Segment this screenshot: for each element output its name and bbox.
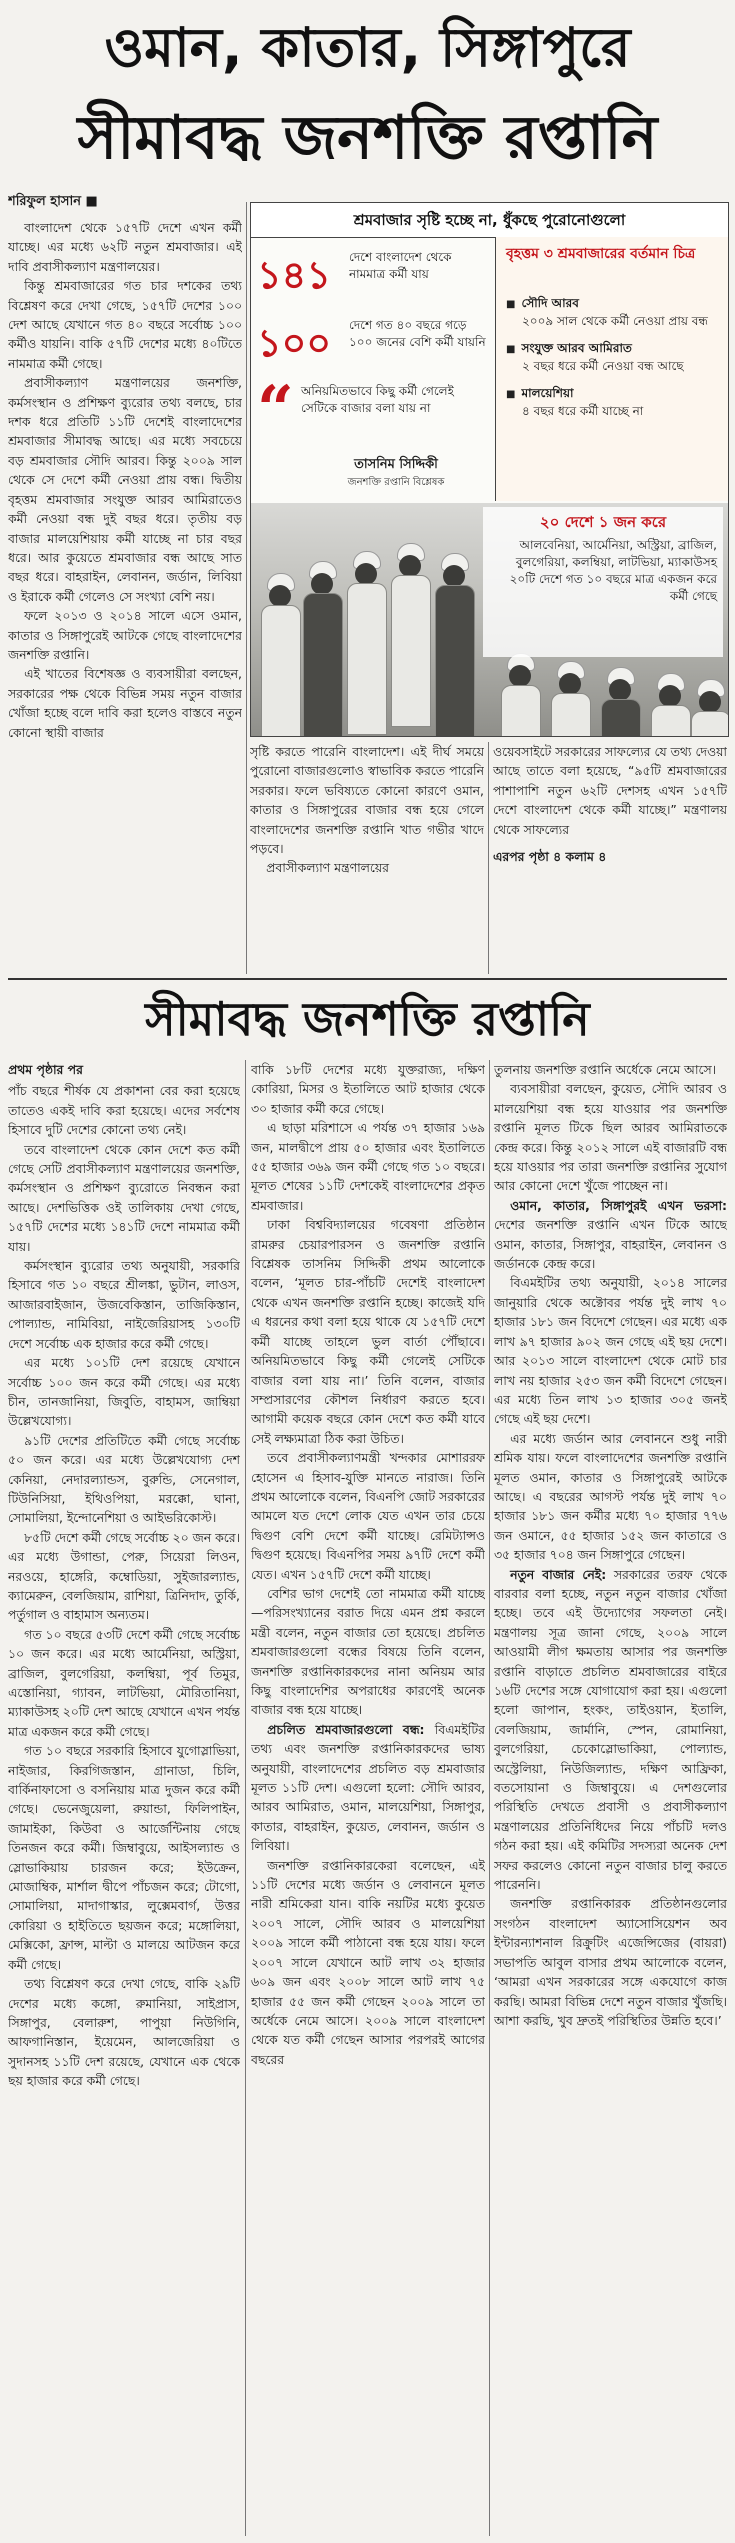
- infographic-title: শ্রমবাজার সৃষ্টি হচ্ছে না, ধুঁকছে পুরোনোগুলো: [251, 203, 728, 238]
- market-country: ■ মালয়েশিয়া: [506, 385, 720, 403]
- paragraph: কিন্তু শ্রমবাজারের গত চার দশকের তথ্য বিশ্লেষণ করে দেখা গেছে, ১৫৭টি দেশের ১০০ দেশ আছে যেখানে গত ৪০ বছরে সর্বোচ্চ ১০০ কর্মীও যায়নি। বাকি ৫৭টি দেশের মধ্যে ৪০টিতে নামমাত্র কর্মী গেছে।: [8, 278, 242, 371]
- column-divider: [246, 202, 247, 974]
- market-country: ■ সংযুক্ত আরব আমিরাত: [506, 340, 720, 358]
- stat-text: দেশে গত ৪০ বছরে গড়ে ১০০ জনের বেশি কর্মী যায়নি: [349, 318, 486, 349]
- photo-caption: [483, 507, 723, 657]
- section-divider: [8, 978, 727, 980]
- paragraph: বিএমইটির তথ্য অনুযায়ী, ২০১৪ সালের জানুয়ারি থেকে অক্টোবর পর্যন্ত দুই লাখ ৭০ হাজার ১৮১ জন বিদেশে গেছেন। এর মধ্যে এক লাখ ৯৭ হাজার ৯০২ জন গেছে এই ছয় দেশে। আর ২০১৩ সালে বাংলাদেশ থেকে মোট চার লাখ নয় হাজার ২৫৩ জন কর্মী বিদেশে গেছেন। এর মধ্যে তিন লাখ ১৩ হাজার ৩০৫ জনই গেছে এই ছয় দেশে।: [494, 1275, 727, 1427]
- paragraph-text: সৃষ্টি করতে পারেনি বাংলাদেশ। এই দীর্ঘ সময়ে পুরোনো বাজারগুলোও স্বাভাবিক করতে পারেনি সরকার। ফলে ভবিষ্যতে কোনো কারণে ওমান, কাতার ও সিঙ্গাপুরের বাজার বন্ধ হয়ে গেলে বাংলাদেশের জনশক্তি রপ্তানি খাত গভীর খাদে পড়বে।: [250, 744, 484, 857]
- paragraph: এর মধ্যে জর্ডান আর লেবাননে শুধু নারী শ্রমিক যায়। ফলে বাংলাদেশের জনশক্তি রপ্তানি মূলত ওমান, কাতার ও সিঙ্গাপুরেই আটকে আছে। এ বছরের আগস্ট পর্যন্ত দুই লাখ ৭০ হাজার ১৮১ জন কর্মীর মধ্যে ৭০ হাজার ৭৭৬ জন ওমানে, ৫৫ হাজার ১৫২ জন কাতারে ও ৩৫ হাজার ৭০৪ জন সিঙ্গাপুরে গেছেন।: [494, 1430, 727, 1563]
- lead-column: [8, 218, 242, 973]
- paragraph-text: বাকি ১৮টি দেশের মধ্যে যুক্তরাজ্য, দক্ষিণ কোরিয়া, মিসর ও ইতালিতে আট হাজার থেকে ৩০ হাজার কর্মী করে গেছে।: [251, 1062, 485, 1116]
- paragraph: [251, 1720, 485, 1856]
- paragraph: প্রবাসীকল্যাণ মন্ত্রণালয়ের জনশক্তি, কর্মসংস্থান ও প্রশিক্ষণ ব্যুরোর তথ্য বলছে, চার দশক ধরে প্রতিটি ১১টি দেশেই বাংলাদেশের শ্রমবাজার সীমাবদ্ধ আছে। এর মধ্যে সবচেয়ে বড় শ্রমবাজার সৌদি আরব। কিন্তু ২০০৯ সাল থেকে সে দেশে কর্মী নেওয়া প্রায় বন্ধ। দ্বিতীয় বৃহত্তম শ্রমবাজার সংযুক্ত আরব আমিরাতেও কর্মী নেওয়া বন্ধ দুই বছর ধরে। তৃতীয় বড় বাজার মালয়েশিয়ায় কর্মী যাচ্ছে না চার বছর ধরে। আর কুয়েতে শ্রমবাজার বন্ধ আছে সাত বছর ধরে। বাহরাইন, লেবানন, জর্ডান, লিবিয়া ও ইরাকে কর্মী গেলেও সে সংখ্যা বেশি নয়।: [8, 375, 242, 604]
- paragraph: গত ১০ বছরে ৫৩টি দেশে কর্মী গেছে সর্বোচ্চ ১০ জন করে। এর মধ্যে আর্মেনিয়া, অস্ট্রিয়া, ব্রাজিল, বুলগেরিয়া, কলম্বিয়া, পূর্ব তিমুর, এস্তোনিয়া, গ্যাবন, লাটভিয়া, মৌরিতানিয়া, ম্যাকাউসহ ২০টি দেশ আছে যেখানে এখন পর্যন্ত মাত্র একজন করে কর্মী গেছে।: [8, 1626, 240, 1739]
- paragraph: [493, 742, 727, 839]
- stat-block: [257, 243, 493, 307]
- paragraph: ফলে ২০১৩ ও ২০১৪ সালে এসে ওমান, কাতার ও সিঙ্গাপুরেই আটকে গেছে বাংলাদেশের জনশক্তি রপ্তানি।: [8, 608, 242, 662]
- paragraph: তথ্য বিশ্লেষণ করে দেখা গেছে, বাকি ২৯টি দেশের মধ্যে কঙ্গো, রুমানিয়া, সাইপ্রাস, সিঙ্গাপুর, বেলারুশ, পাপুয়া নিউগিনি, আফগানিস্তান, ইয়েমেন, আলজেরিয়া ও সুদানসহ ১১টি দেশ রয়েছে, যেখানে এক থেকে ছয় হাজার করে কর্মী গেছে।: [8, 1976, 240, 2089]
- market-item: [506, 295, 720, 330]
- jump-line: এরপর পৃষ্ঠা ৪ কলাম ৪: [493, 849, 607, 865]
- quote-text: অনিয়মিতভাবে কিছু কর্মী গেলেই সেটিকে বাজার বলা যায় না: [301, 384, 454, 415]
- stat-number: ১০০: [257, 321, 332, 365]
- column-divider: [245, 1060, 246, 2536]
- pull-quote: [257, 381, 493, 511]
- paragraph-text: তুলনায় জনশক্তি রপ্তানি অর্ধেকে নেমে আসে।: [494, 1062, 717, 1077]
- photo-caption-text: আলবেনিয়া, আর্মেনিয়া, অস্ট্রিয়া, ব্রাজিল, বুলগেরিয়া, কলম্বিয়া, লাটভিয়া, ম্যাকাউসহ ২০টি দেশে গত ১০ বছরে মাত্র একজন করে কর্মী গেছে: [509, 538, 717, 603]
- quote-author: তাসনিম সিদ্দিকী: [354, 457, 438, 472]
- paragraph: ৮৫টি দেশে কর্মী গেছে সর্বোচ্চ ২০ জন করে। এর মধ্যে উগান্ডা, পেরু, সিয়েরা লিওন, নরওয়ে, হাঙ্গেরি, কম্বোডিয়া, সুইজারল্যান্ড, ক্যামেরুন, বেলজিয়াম, রাশিয়া, ত্রিনিদাদ, তুর্কি, পর্তুগাল ও বাহামাস অন্যতম।: [8, 1529, 240, 1623]
- paragraph: ব্যবসায়ীরা বলছেন, কুয়েত, সৌদি আরব ও মালয়েশিয়া বন্ধ হয়ে যাওয়ার পর জনশক্তি রপ্তানি মূলত টিকে ছিল আরব আমিরাতকে কেন্দ্র করে। কিন্তু ২০১২ সালে এই বাজারটি বন্ধ হয়ে যাওয়ার পর তারা জনশক্তি রপ্তানির সুযোগ আর কোনো দেশে খুঁজে পাচ্ছেন না।: [494, 1081, 727, 1194]
- paragraph: প্রবাসীকল্যাণ মন্ত্রণালয়ের: [266, 860, 389, 876]
- market-country: ■ সৌদি আরব: [506, 295, 720, 313]
- paragraph-text: দেশের জনশক্তি রপ্তানি এখন টিকে আছে ওমান, কাতার, সিঙ্গাপুর, বাহরাইন, লেবানন ও জর্ডানকে কেন্দ্র করে।: [494, 1217, 727, 1272]
- paragraph: এ ছাড়া মরিশাসে এ পর্যন্ত ৩৭ হাজার ১৬৯ জন, মালদ্বীপে প্রায় ৫০ হাজার এবং ইতালিতে ৫৫ হাজার ৩৬৯ জন কর্মী গেছে গত ১০ বছরে। মূলত শেষের ১১টি দেশকেই বাংলাদেশের প্রকৃত শ্রমবাজার।: [251, 1120, 485, 1213]
- top-markets-panel: [495, 237, 728, 501]
- continuation-headline: সীমাবদ্ধ জনশক্তি রপ্তানি: [145, 992, 590, 1046]
- continuation-column-2: [251, 1060, 485, 2536]
- headline-line-2: সীমাবদ্ধ জনশক্তি রপ্তানি: [77, 103, 658, 173]
- paragraph: এই খাতের বিশেষজ্ঞ ও ব্যবসায়ীরা বলছেন, সরকারের পক্ষ থেকে বিভিন্ন সময় নতুন বাজার খোঁজা হচ্ছে বলে দাবি করা হলেও বাস্তবে নতুন কোনো স্থায়ী বাজার: [8, 666, 242, 740]
- paragraph: [250, 742, 484, 858]
- lead-continuation-column-1: [250, 742, 484, 974]
- paragraph: ৯১টি দেশের প্রতিটিতে কর্মী গেছে সর্বোচ্চ ৫০ জন করে। এর মধ্যে উল্লেখযোগ্য দেশ কেনিয়া, নেদারল্যান্ডস, বুরুন্ডি, সেনেগাল, টিউনিসিয়া, ইথিওপিয়া, মরক্কো, ঘানা, সোমালিয়া, ইন্দোনেশিয়া ও আইভরিকোস্ট।: [8, 1432, 240, 1526]
- quote-icon: “: [257, 381, 294, 447]
- market-item: [506, 340, 720, 375]
- paragraph: এর মধ্যে ১০১টি দেশ রয়েছে যেখানে সর্বোচ্চ ১০০ জন করে কর্মী গেছে। এর মধ্যে চীন, তানজানিয়া, জিবুতি, বাহামস, জাম্বিয়া উল্লেখযোগ্য।: [8, 1355, 240, 1429]
- paragraph: ঢাকা বিশ্ববিদ্যালয়ের গবেষণা প্রতিষ্ঠান রামরুর চেয়ারপারসন ও জনশক্তি রপ্তানি বিশ্লেষক তাসনিম সিদ্দিকী প্রথম আলোকে বলেন, ‘মূলত চার-পাঁচটি দেশেই বাংলাদেশ থেকে এখন জনশক্তি রপ্তানি হচ্ছে। কাজেই যদি এ ধরনের কথা বলা হয়ে থাকে যে ১৫৭টি দেশে কর্মী যাচ্ছে তাহলে ভুল বার্তা পৌঁছাবে। অনিয়মিতভাবে কিছু কর্মী গেলেই সেটিকে বাজার বলা যায় না।’ তিনি বলেন, বাজার সম্প্রসারণের কৌশল নির্ধারণ করতে হবে। আগামী কয়েক বছরে কোন দেশে কত কর্মী যাবে সেই লক্ষ্যমাত্রা ঠিক করা উচিত।: [251, 1217, 485, 1446]
- top-markets-list: [506, 295, 720, 430]
- stat-text: দেশে বাংলাদেশ থেকে নামমাত্র কর্মী যায়: [349, 250, 452, 281]
- column-divider: [489, 1060, 490, 2536]
- paragraph: জনশক্তি রপ্তানিকারকেরা বলেছেন, এই ১১টি দেশের মধ্যে জর্ডান ও লেবাননে মূলত নারী শ্রমিকেরা যান। বাকি নয়টির মধ্যে কুয়েত ২০০৭ সালে, সৌদি আরব ও মালয়েশিয়া ২০০৯ সালে কর্মী পাঠানো বন্ধ হয়ে যায়। ফলে ২০০৭ সালে যেখানে আট লাখ ৩২ হাজার ৬০৯ জন এবং ২০০৮ সালে আট লাখ ৭৫ হাজার ৫৫ জন কর্মী গেছেন ২০০৯ সালে তা অর্ধেকে নেমে আসে। ২০০৯ সালে বাংলাদেশ থেকে যত কর্মী গেছেন আসার পরপরই আগের বছরের: [251, 1857, 485, 2067]
- paragraph: [494, 1060, 727, 1079]
- paragraph: [8, 1081, 240, 1139]
- photo-caption-title: ২০ দেশে ১ জন করে: [539, 513, 667, 531]
- workers-photo: [251, 503, 728, 736]
- paragraph: বাংলাদেশ থেকে ১৫৭টি দেশে এখন কর্মী যাচ্ছে। এর মধ্যে ৬২টি নতুন শ্রমবাজার। এই দাবি প্রবাসীকল্যাণ মন্ত্রণালয়ের।: [8, 220, 242, 274]
- paragraph: [494, 1196, 727, 1274]
- continuation-column-3: [494, 1060, 727, 2536]
- top-markets-title: বৃহত্তম ৩ শ্রমবাজারের বর্তমান চিত্র: [506, 246, 696, 262]
- paragraph: তবে বাংলাদেশ থেকে কোন দেশে কত কর্মী গেছে সেটি প্রবাসীকল্যাণ মন্ত্রণালয়ের জনশক্তি, কর্মসংস্থান ও প্রশিক্ষণ ব্যুরোতে নিবন্ধন করা আছে। দেশভিত্তিক ওই তালিকায় দেখা গেছে, ১৫৭টি দেশের মধ্যে ১৪১টি দেশে নামমাত্র কর্মী যায়।: [8, 1141, 240, 1254]
- paragraph: গত ১০ বছরে সরকারি হিসাবে যুগোস্লাভিয়া, নাইজার, কিরগিজস্তান, গ্রানাডা, চিলি, বার্কিনাফাসো ও বসনিয়ায় মাত্র দুজন করে কর্মী গেছে। ভেনেজুয়েলা, রুয়ান্ডা, ফিলিপাইন, জামাইকা, কিউবা ও আর্জেন্টিনায় গেছে তিনজন করে কর্মী। জিম্বাবুয়ে, আইসল্যান্ড ও স্লোভাকিয়ায় চারজন করে; ইউক্রেন, মোজাম্বিক, মার্শাল দ্বীপে পাঁচজন করে; টোগো, সোমালিয়া, মাদাগাস্কার, লুক্সেমবার্গ, উত্তর কোরিয়া ও হাইতিতে ছয়জন করে; মঙ্গোলিয়া, মেক্সিকো, ফ্রান্স, মাল্টা ও মালয়ে আটজন করে কর্মী গেছে।: [8, 1743, 240, 1972]
- paragraph-text: সরকারের তরফ থেকে বারবার বলা হচ্ছে, নতুন নতুন বাজার খোঁজা হচ্ছে। তবে এই উদ্যোগের সফলতা নেই। মন্ত্রণালয় সূত্র জানা গেছে, ২০০৯ সালে আওয়ামী লীগ ক্ষমতায় আসার পর জনশক্তি রপ্তানি বাড়াতে প্রচলিত শ্রমবাজারের বাইরে ১৬টি দেশের সঙ্গে যোগাযোগ করা হয়। এগুলো হলো জাপান, হংকং, তাইওয়ান, ইতালি, বেলজিয়াম, জার্মানি, স্পেন, রোমানিয়া, বুলগেরিয়া, চেকোস্লোভাকিয়া, পোল্যান্ড, অস্ট্রেলিয়া, নিউজিল্যান্ড, দক্ষিণ আফ্রিকা, বতসোয়ানা ও জিম্বাবুয়ে। এ দেশগুলোর পরিস্থিতি দেখতে প্রবাসী ও প্রবাসীকল্যাণ মন্ত্রণালয়ের প্রতিনিধিদের নিয়ে পাঁচটি দলও গঠন করা হয়। এই কমিটির সদস্যরা অনেক দেশ সফর করলেও কোনো নতুন বাজার চালু করতে পারেননি।: [494, 1566, 727, 1893]
- column-divider: [488, 742, 489, 974]
- paragraph: বেশির ভাগ দেশেই তো নামমাত্র কর্মী যাচ্ছে—পরিসংখ্যানের বরাত দিয়ে এমন প্রশ্ন করলে মন্ত্রী বলেন, নতুন বাজার তো হয়েছে। প্রচলিত শ্রমবাজারগুলো বন্ধের বিষয়ে তিনি বলেন, জনশক্তি রপ্তানিকারকদের নানা অনিয়ম আর কিছু বাংলাদেশির অপরাধের কারণেই অনেক বাজার বন্ধ হয়ে যাচ্ছে।: [251, 1585, 485, 1718]
- quote-author-role: জনশক্তি রপ্তানি বিশ্লেষক: [347, 477, 445, 488]
- stat-number: ১৪১: [257, 253, 331, 297]
- market-status: ২ বছর ধরে কর্মী নেওয়া বন্ধ আছে: [522, 359, 684, 373]
- paragraph: কর্মসংস্থান ব্যুরোর তথ্য অনুযায়ী, সরকারি হিসাবে গত ১০ বছরে শ্রীলঙ্কা, ভুটান, লাওস, আজারবাইজান, উজবেকিস্তান, তাজিকিস্তান, পোল্যান্ড, নামিবিয়া, নাইজেরিয়াসহ ১৩০টি দেশে সর্বোচ্চ এক হাজার করে কর্মী গেছে।: [8, 1258, 240, 1351]
- lead-continuation-column-2: [493, 742, 727, 974]
- paragraph: তবে প্রবাসীকল্যাণমন্ত্রী খন্দকার মোশাররফ হোসেন এ হিসাব-যুক্তি মানতে নারাজ। তিনি প্রথম আলোকে বলেন, বিএনপি জোট সরকারের আমলে যত দেশে লোক যেত এখন তার চেয়ে দ্বিগুণ বেশি দেশে কর্মী যাচ্ছে। রেমিট্যান্সও দ্বিগুণ হয়েছে। বিএনপির সময় ৯৭টি দেশে কর্মী যেত। এখন ১৫৭টি দেশে কর্মী যাচ্ছে।: [251, 1450, 485, 1582]
- paragraph-text: পাঁচ বছরে শীর্ষক যে প্রকাশনা বের করা হয়েছে তাতেও একই দাবি করা হয়েছে। এদের সর্বশেষ হিসাবে দুটি দেশের কোনো তথ্য নেই।: [8, 1083, 240, 1138]
- market-item: [506, 385, 720, 420]
- continued-from-label: প্রথম পৃষ্ঠার পর: [8, 1062, 83, 1077]
- market-status: ৪ বছর ধরে কর্মী যাচ্ছে না: [522, 404, 644, 418]
- paragraph-text: ওয়েবসাইটে সরকারের সাফল্যের যে তথ্য দেওয়া আছে তাতে বলা হয়েছে, “৯৫টি শ্রমবাজারের পাশাপাশি নতুন ৬২টি দেশসহ এখন ১৫৭টি দেশে বাংলাদেশ থেকে কর্মী যাচ্ছে।” মন্ত্রণালয় থেকে সাফল্যের: [493, 744, 727, 837]
- subheading: ওমান, কাতার, সিঙ্গাপুরই এখন ভরসা:: [510, 1197, 727, 1213]
- infographic-box: [250, 202, 729, 737]
- market-status: ২০০৯ সাল থেকে কর্মী নেওয়া প্রায় বন্ধ: [522, 314, 708, 328]
- stat-block: [257, 311, 493, 375]
- subheading: নতুন বাজার নেই:: [510, 1566, 607, 1582]
- headline-line-1: ওমান, কাতার, সিঙ্গাপুরে: [104, 16, 631, 79]
- continuation-column-1: [8, 1060, 240, 2536]
- paragraph: জনশক্তি রপ্তানিকারক প্রতিষ্ঠানগুলোর সংগঠন বাংলাদেশ অ্যাসোসিয়েশন অব ইন্টারন্যাশনাল রিক্রুটিং এজেন্সিজের (বায়রা) সভাপতি আবুল বাসার প্রথম আলোকে বলেন, ‘আমরা এখন সরকারের সঙ্গে একযোগে কাজ করছি। আমরা বিভিন্ন দেশে নতুন বাজার খুঁজছি। আশা করছি, খুব দ্রুতই পরিস্থিতির উন্নতি হবে।’: [494, 1896, 727, 2028]
- byline: শরিফুল হাসান ■: [8, 194, 98, 209]
- paragraph-text: বিএমইটির তথ্য এবং জনশক্তি রপ্তানিকারকদের ভাষ্য অনুযায়ী, বাংলাদেশের প্রচলিত বড় শ্রমবাজার মূলত ১১টি দেশ। এগুলো হলো: সৌদি আরব, আরব আমিরাত, ওমান, মালয়েশিয়া, সিঙ্গাপুর, কাতার, বাহরাইন, কুয়েত, লেবানন, জর্ডান ও লিবিয়া।: [251, 1721, 485, 1854]
- subheading: প্রচলিত শ্রমবাজারগুলো বন্ধ:: [267, 1721, 425, 1737]
- paragraph: [251, 1060, 485, 1118]
- paragraph: [494, 1565, 727, 1895]
